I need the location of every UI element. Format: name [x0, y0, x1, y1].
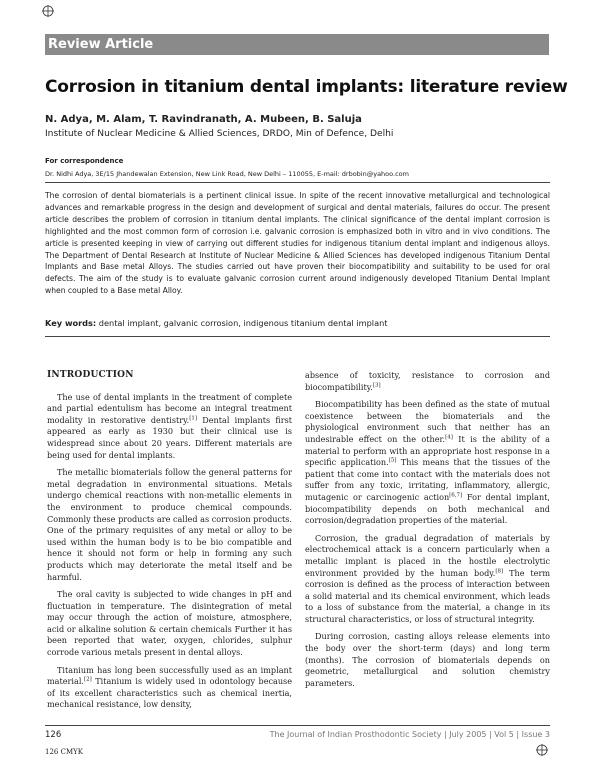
paragraph: absence of toxicity, resistance to corrosion and biocompatibility.[3] [305, 370, 550, 392]
page-number: 126 [45, 730, 62, 740]
body-column-left [47, 370, 292, 717]
paragraph: The metallic biomaterials follow the general patterns for metal degradation in environmental situations. Metals undergo chemical reactions with non-metallic elements in the environment to produce chemical compounds. Commonly these products are called as corrosion products. One of the primary requisites of any metal or alloy to be used within the human body is to be bio compatible and hence it should not form or help in forming any such products which may deteriorate the metal itself and be harmful. [47, 467, 292, 582]
affiliation: Institute of Nuclear Medicine & Allied Sciences, DRDO, Min of Defence, Delhi [45, 129, 394, 139]
body-column-right [305, 370, 550, 695]
print-mark: 126 CMYK [45, 748, 83, 756]
paragraph: The oral cavity is subjected to wide changes in pH and fluctuation in temperature. The disintegration of metal may occur through the action of moisture, atmosphere, acid or alkaline solution & certain chemicals Further it has been reported that water, oxygen, chlorides, sulphur corrode various metals present in dental alloys. [47, 589, 292, 658]
divider [45, 182, 550, 183]
registration-mark-icon [42, 5, 54, 17]
author-list: N. Adya, M. Alam, T. Ravindranath, A. Mubeen, B. Saluja [45, 114, 362, 125]
correspondence-text: Dr. Nidhi Adya, 3E/15 Jhandewalan Extension, New Link Road, New Delhi – 110055, E-mail: drbobin@yahoo.com [45, 170, 409, 178]
keywords-label: Key words: [45, 318, 97, 328]
keywords-text: dental implant, galvanic corrosion, indigenous titanium dental implant [98, 318, 388, 328]
abstract: The corrosion of dental biomaterials is a pertinent clinical issue. In spite of the recent innovative metallurgical and technological advances and remarkable progress in the design and development of surgical and dental materials, failures do occur. The present article describes the problem of corrosion in titanium dental implants. The clinical significance of the dental implant corrosion is highlighted and the most common form of corrosion i.e. galvanic corrosion is emphasized both in vitro and in vivo conditions. The article is presented keeping in view of carrying out different studies for indigenous titanium dental implant and indigenous alloys. The Department of Dental Research at Institute of Nuclear Medicine & Allied Sciences has developed indigenous Titanium Dental Implants and Base metal Alloys. The studies carried out have proven their biocompatibility and suitability to be used for oral defects. The aim of the study is to evaluate galvanic corrosion current around indigenously developed Titanium Dental Implant when coupled to a Base metal Alloy. [45, 191, 550, 296]
paragraph: Titanium has long been successfully used as an implant material.[2] Titanium is widely used in odontology because of its excellent characteristics such as chemical inertia, mechanical resistance, low density, [47, 664, 292, 710]
paragraph: The use of dental implants in the treatment of complete and partial edentulism has become an integral treatment modality in restorative dentistry.[1] Dental implants first appeared as early as 1930 but their clinical use is widespread since about 20 years. Different materials are being used for dental implants. [47, 391, 293, 460]
divider [45, 336, 550, 337]
paragraph: During corrosion, casting alloys release elements into the body over the short-term (days) and long term (months). The corrosion of biomaterials depends on geometric, metallurgical and solution chemistry parameters. [305, 631, 550, 688]
paragraph: Biocompatibility has been defined as the state of mutual coexistence between the biomaterials and the physiological environment such that neither has an undesirable effect on the other.[4] It is the ability of a material to perform with an appropriate host response in a specific application.[5] This means that the tissues of the patient that come into contact with the materials does not suffer from any toxic, irritating, inflammatory, allergic, mutagenic or carcinogenic action[6,7] For dental implant, biocompatibility depends on both mechanical and corrosion/degradation properties of the material. [305, 399, 550, 526]
article-type-banner: Review Article [45, 34, 549, 55]
article-title: Corrosion in titanium dental implants: literature review [45, 77, 568, 97]
registration-mark-icon [536, 744, 548, 756]
correspondence-heading: For correspondence [45, 157, 124, 165]
section-heading: INTRODUCTION [47, 370, 134, 380]
journal-citation: The Journal of Indian Prosthodontic Society | July 2005 | Vol 5 | Issue 3 [269, 730, 550, 739]
keywords [45, 318, 550, 328]
paragraph: Corrosion, the gradual degradation of materials by electrochemical attack is a concern particularly when a metallic implant is placed in the hostile electrolytic environment provided by the human body.[8] The term corrosion is defined as the process of interaction between a solid material and its chemical environment, which leads to a loss of substance from the material, a change in its structural characteristics, or loss of structural integrity. [305, 532, 550, 624]
footer-divider [45, 725, 550, 726]
